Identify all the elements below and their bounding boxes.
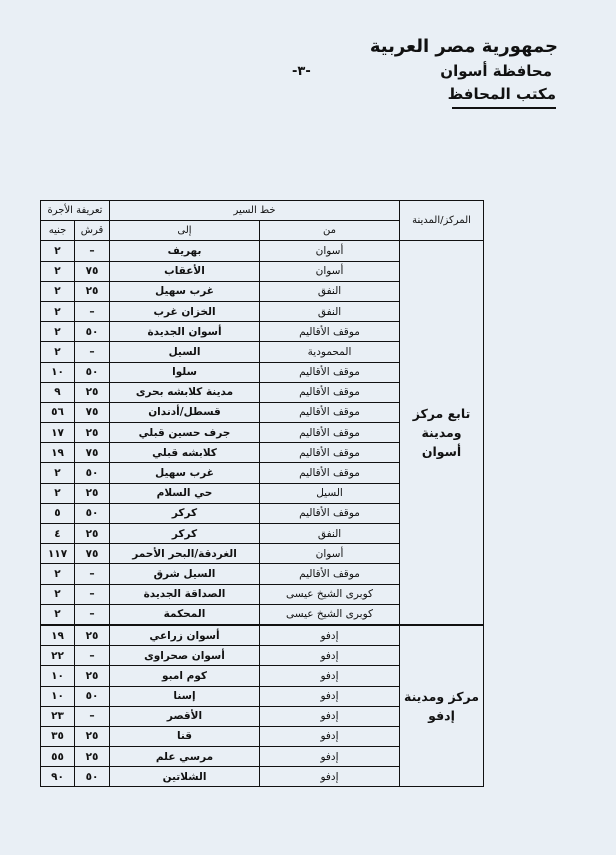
region-cell: تابع مركز ومدينة أسوان [400, 241, 484, 625]
pound-cell: ٩ [41, 382, 75, 402]
to-cell: غرب سهيل [110, 281, 260, 301]
to-cell: حي السلام [110, 483, 260, 503]
header-route: خط السير [110, 201, 400, 221]
to-cell: بهريف [110, 241, 260, 261]
from-cell: أسوان [260, 241, 400, 261]
pound-cell: ٢ [41, 342, 75, 362]
to-cell: أسوان صحراوى [110, 646, 260, 666]
piaster-cell: ٢٥ [75, 747, 110, 767]
fare-table-body [41, 241, 484, 787]
piaster-cell: ٧٥ [75, 544, 110, 564]
to-cell: كلابشه قبلي [110, 443, 260, 463]
header-fare: تعريفة الأجرة [41, 201, 110, 221]
header-office: مكتب المحافظ [447, 85, 556, 103]
to-cell: الأعقاب [110, 261, 260, 281]
piaster-cell: – [75, 604, 110, 625]
fare-table [40, 200, 484, 787]
header-pound: جنيه [41, 221, 75, 241]
from-cell: موقف الأقاليم [260, 503, 400, 523]
from-cell: أسوان [260, 261, 400, 281]
piaster-cell: – [75, 564, 110, 584]
table-row [41, 241, 484, 261]
to-cell: مرسي علم [110, 747, 260, 767]
to-cell: الشلاتين [110, 767, 260, 787]
to-cell: جرف حسين قبلي [110, 423, 260, 443]
to-cell: أسوان الجديدة [110, 322, 260, 342]
pound-cell: ٢ [41, 584, 75, 604]
region-cell: مركز ومدينة إدفو [400, 625, 484, 787]
to-cell: أسوان زراعي [110, 625, 260, 646]
piaster-cell: ٧٥ [75, 402, 110, 422]
to-cell: السيل [110, 342, 260, 362]
from-cell: موقف الأقاليم [260, 564, 400, 584]
piaster-cell: ٧٥ [75, 261, 110, 281]
from-cell: موقف الأقاليم [260, 423, 400, 443]
from-cell: موقف الأقاليم [260, 362, 400, 382]
to-cell: كوم امبو [110, 666, 260, 686]
to-cell: الأقصر [110, 706, 260, 726]
from-cell: أسوان [260, 544, 400, 564]
piaster-cell: ٢٥ [75, 726, 110, 746]
page-number: -٣- [292, 64, 311, 79]
header-governorate: محافظة أسوان [440, 62, 552, 80]
piaster-cell: ٥٠ [75, 503, 110, 523]
from-cell: موقف الأقاليم [260, 402, 400, 422]
from-cell: النفق [260, 281, 400, 301]
table-row [41, 625, 484, 646]
header-country: جمهورية مصر العربية [369, 36, 558, 57]
pound-cell: ٢ [41, 604, 75, 625]
pound-cell: ٢ [41, 483, 75, 503]
to-cell: كركر [110, 524, 260, 544]
from-cell: موقف الأقاليم [260, 382, 400, 402]
from-cell: موقف الأقاليم [260, 463, 400, 483]
piaster-cell: ٢٥ [75, 524, 110, 544]
pound-cell: ١١٧ [41, 544, 75, 564]
header-piaster: قرش [75, 221, 110, 241]
pound-cell: ٢٣ [41, 706, 75, 726]
piaster-cell: – [75, 342, 110, 362]
to-cell: المحكمة [110, 604, 260, 625]
from-cell: السيل [260, 483, 400, 503]
header-underline [452, 107, 556, 109]
from-cell: إدفو [260, 747, 400, 767]
piaster-cell: ٢٥ [75, 625, 110, 646]
from-cell: كوبرى الشيخ عيسى [260, 584, 400, 604]
piaster-cell: – [75, 301, 110, 321]
to-cell: غرب سهيل [110, 463, 260, 483]
piaster-cell: – [75, 646, 110, 666]
piaster-cell: ٢٥ [75, 281, 110, 301]
to-cell: سلوا [110, 362, 260, 382]
pound-cell: ٢ [41, 322, 75, 342]
pound-cell: ١٩ [41, 443, 75, 463]
pound-cell: ٥٥ [41, 747, 75, 767]
piaster-cell: ٧٥ [75, 443, 110, 463]
piaster-cell: ٢٥ [75, 666, 110, 686]
to-cell: قنا [110, 726, 260, 746]
pound-cell: ٣٥ [41, 726, 75, 746]
pound-cell: ٢ [41, 241, 75, 261]
piaster-cell: ٢٥ [75, 423, 110, 443]
to-cell: كركر [110, 503, 260, 523]
pound-cell: ٢ [41, 281, 75, 301]
header-region: المركز/المدينة [400, 201, 484, 241]
to-cell: السيل شرق [110, 564, 260, 584]
piaster-cell: – [75, 584, 110, 604]
pound-cell: ١٠ [41, 362, 75, 382]
pound-cell: ٤ [41, 524, 75, 544]
from-cell: النفق [260, 524, 400, 544]
from-cell: المحمودية [260, 342, 400, 362]
from-cell: إدفو [260, 767, 400, 787]
pound-cell: ٢ [41, 301, 75, 321]
from-cell: إدفو [260, 646, 400, 666]
from-cell: إدفو [260, 686, 400, 706]
pound-cell: ٢ [41, 261, 75, 281]
piaster-cell: ٥٠ [75, 463, 110, 483]
pound-cell: ٢٢ [41, 646, 75, 666]
from-cell: إدفو [260, 726, 400, 746]
piaster-cell: ٥٠ [75, 322, 110, 342]
from-cell: موقف الأقاليم [260, 322, 400, 342]
from-cell: إدفو [260, 666, 400, 686]
to-cell: الصداقة الجديدة [110, 584, 260, 604]
pound-cell: ٢ [41, 564, 75, 584]
from-cell: موقف الأقاليم [260, 443, 400, 463]
to-cell: الخزان غرب [110, 301, 260, 321]
pound-cell: ١٠ [41, 686, 75, 706]
piaster-cell: ٢٥ [75, 382, 110, 402]
to-cell: الغردقة/البحر الأحمر [110, 544, 260, 564]
pound-cell: ١٠ [41, 666, 75, 686]
piaster-cell: ٥٠ [75, 362, 110, 382]
piaster-cell: ٥٠ [75, 686, 110, 706]
piaster-cell: ٢٥ [75, 483, 110, 503]
piaster-cell: – [75, 241, 110, 261]
from-cell: كوبرى الشيخ عيسى [260, 604, 400, 625]
piaster-cell: ٥٠ [75, 767, 110, 787]
to-cell: إسنا [110, 686, 260, 706]
pound-cell: ١٩ [41, 625, 75, 646]
header-to: إلى [110, 221, 260, 241]
piaster-cell: – [75, 706, 110, 726]
to-cell: مدينة كلابشه بحرى [110, 382, 260, 402]
pound-cell: ٩٠ [41, 767, 75, 787]
from-cell: إدفو [260, 706, 400, 726]
header-from: من [260, 221, 400, 241]
from-cell: النفق [260, 301, 400, 321]
to-cell: قسطل/أدندان [110, 402, 260, 422]
pound-cell: ٥٦ [41, 402, 75, 422]
from-cell: إدفو [260, 625, 400, 646]
pound-cell: ٢ [41, 463, 75, 483]
pound-cell: ١٧ [41, 423, 75, 443]
pound-cell: ٥ [41, 503, 75, 523]
